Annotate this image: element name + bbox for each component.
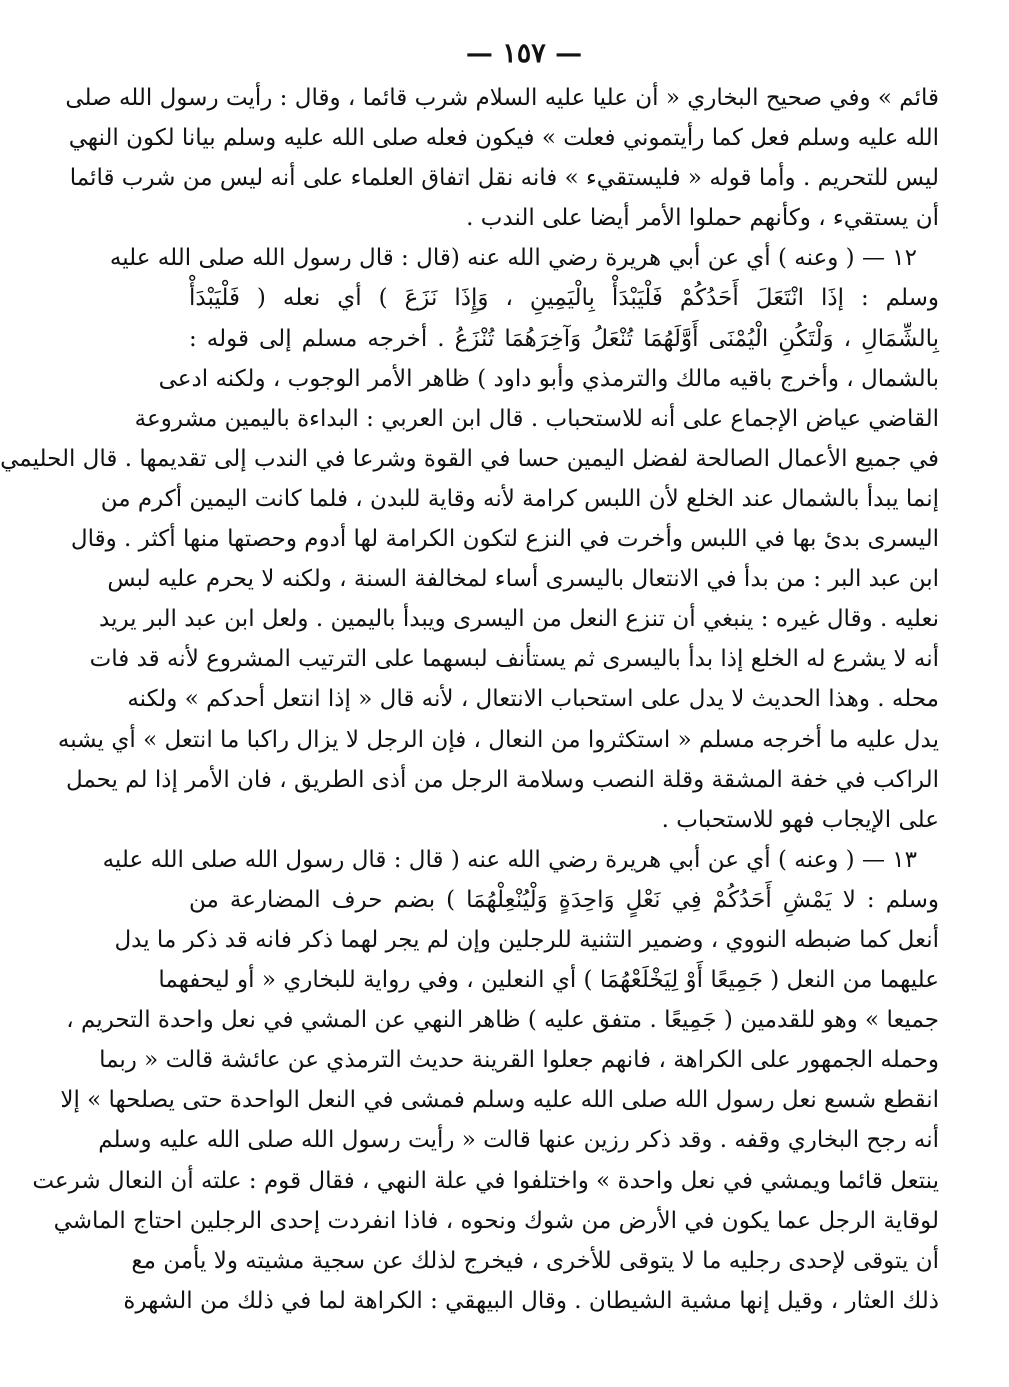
page-number: — ١٥٧ — <box>465 38 583 69</box>
text-line: لوقاية الرجل عما يكون في الأرض من شوك ونحوه ، فاذا انفردت إحدى الرجلين احتاج الماشي <box>53 1207 939 1234</box>
text-line: على الإيجاب فهو للاستحباب . <box>661 806 939 833</box>
text-line: ينتعل قائما ويمشي في نعل واحدة » واختلفوا في علة النهي ، فقال قوم : علته أن النعال شرعت <box>32 1167 939 1194</box>
text-line: أن يستقيء ، وكأنهم حملوا الأمر أيضا على الندب . <box>466 205 939 232</box>
text-line: قائم » وفي صحيح البخاري « أن عليا عليه السلام شرب قائما ، وقال : رأيت رسول الله صلى <box>65 85 939 111</box>
text-line: أنه لا يشرع له الخلع إذا بدأ باليسرى ثم يستأنف لبسهما على الترتيب المشروع لأنه قد فات <box>89 646 939 673</box>
text-line: إنما يبدأ بالشمال عند الخلع لأن اللبس كرامة لأنه وقاية للبدن ، فلما كانت اليمين أكرم من <box>100 485 939 512</box>
text-line: ذلك العثار ، وقيل إنها مشية الشيطان . وقال البيهقي : الكراهة لما في ذلك من الشهرة <box>123 1287 939 1314</box>
text-body <box>0 78 939 1321</box>
hadith-12-start-line: ١٢ — ( وعنه ) أي عن أبي هريرة رضي الله عنه (قال : قال رسول الله صلى الله عليه <box>109 245 917 272</box>
text-line: نعليه . وقال غيره : ينبغي أن تنزع النعل من اليسرى ويبدأ باليمين . ولعل ابن عبد البر يريد <box>99 606 939 633</box>
text-line: أن يتوقى لإحدى رجليه ما لا يتوقى للأخرى ، فيخرج لذلك عن سجية مشيته ولا يأمن مع <box>131 1247 939 1274</box>
text-line: وسلم : إذَا انْتَعَلَ أَحَدُكُمْ فَلْيَبْدَأْ بِالْيَمِينِ ، وَإِذَا نَزَعَ ) أي نعله ( فَلْيَبْدَأْ <box>189 285 939 312</box>
text-line: انقطع شسع نعل رسول الله صلى الله عليه وسلم فمشى في النعل الواحدة حتى يصلحها » إلا <box>60 1087 939 1114</box>
text-line: محله . وهذا الحديث لا يدل على استحباب الانتعال ، لأنه قال « إذا انتعل أحدكم » ولكنه <box>127 686 939 713</box>
text-line: في جميع الأعمال الصالحة لفضل اليمين حسا في القوة وشرعا في الندب إلى تقديمها . قال الحليمي <box>0 445 939 472</box>
text-line: ابن عبد البر : من بدأ في الانتعال باليسرى أساء لمخالفة السنة ، ولكنه لا يحرم عليه لبس <box>107 566 939 593</box>
text-line: جميعا » وهو للقدمين ( جَمِيعًا . متفق عليه ) ظاهر النهي عن المشي في نعل واحدة التحريم ، <box>66 1007 939 1034</box>
text-line: اليسرى بدئ بها في اللبس وأخرت في النزع لتكون الكرامة لها أدوم وحصتها منها أكثر . وقال <box>70 526 939 553</box>
text-line: وسلم : لا يَمْشِ أَحَدُكُمْ فِي نَعْلٍ وَاحِدَةٍ وَلْيُنْعِلْهُمَا ) بضم حرف المضارعة من <box>189 886 939 913</box>
text-line: الراكب في خفة المشقة وقلة النصب وسلامة الرجل من أذى الطريق ، فان الأمر إذا لم يحمل <box>65 766 939 793</box>
text-line: أنه رجح البخاري وقفه . وقد ذكر رزين عنها قالت « رأيت رسول الله صلى الله عليه وسلم <box>98 1127 939 1154</box>
text-line: عليهما من النعل ( جَمِيعًا أَوْ لِيَخْلَعْهُمَا ) أي النعلين ، وفي رواية للبخاري « أو ليحفهما <box>158 967 939 994</box>
text-line: بِالشِّمَالِ ، وَلْتَكُنِ الْيُمْنَى أَوَّلَهُمَا تُنْعَلُ وَآخِرَهُمَا تُنْزَعُ . أخرجه مسلم إلى قوله : <box>189 325 939 352</box>
hadith-13-start-line: ١٣ — ( وعنه ) أي عن أبي هريرة رضي الله عنه ( قال : قال رسول الله صلى الله عليه <box>102 846 917 873</box>
text-line: الله عليه وسلم فعل كما رأيتموني فعلت » فيكون فعله صلى الله عليه وسلم بيانا لكون النهي <box>68 125 939 152</box>
text-line: أنعل كما ضبطه النووي ، وضمير التثنية للرجلين وإن لم يجر لهما ذكر فانه قد ذكر ما يدل <box>114 926 939 953</box>
text-line: القاضي عياض الإجماع على أنه للاستحباب . قال ابن العربي : البداءة باليمين مشروعة <box>134 405 939 432</box>
text-line: بالشمال ، وأخرج باقيه مالك والترمذي وأبو داود ) ظاهر الأمر الوجوب ، ولكنه ادعى <box>158 365 939 392</box>
text-line: ليس للتحريم . وأما قوله « فليستقيء » فانه نقل اتفاق العلماء على أنه ليس من شرب قائما <box>69 165 939 192</box>
text-line: يدل عليه ما أخرجه مسلم « استكثروا من النعال ، فإن الرجل لا يزال راكبا ما انتعل » أي يشبه <box>57 726 939 753</box>
text-line: وحمله الجمهور على الكراهة ، فانهم جعلوا القرينة حديث الترمذي عن عائشة قالت « ربما <box>99 1047 939 1074</box>
